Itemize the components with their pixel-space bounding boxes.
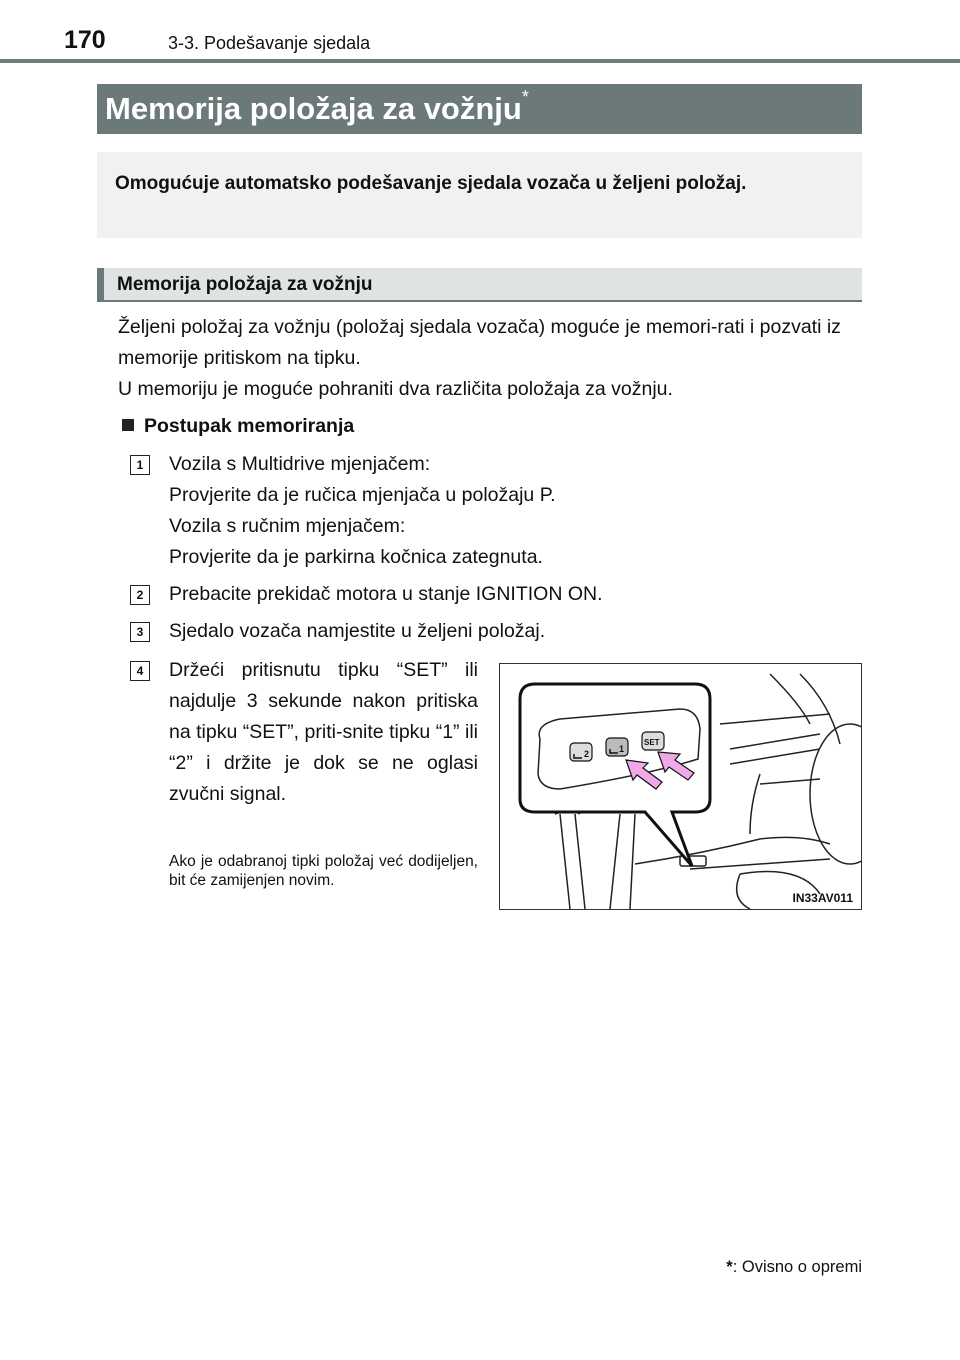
step-4-note: Ako je odabranoj tipki položaj već dodijeljen, bit će zamijenjen novim.: [169, 853, 478, 889]
step-line: Provjerite da je parkirna kočnica zategnuta.: [169, 546, 543, 568]
step-number: 2: [130, 585, 150, 605]
body-text: [118, 312, 863, 405]
step-number: 1: [130, 455, 150, 475]
page-title: [97, 84, 862, 134]
step-1: [169, 449, 869, 573]
footnote: [726, 1258, 862, 1277]
title-text: Memorija položaja za vožnju: [105, 91, 522, 126]
button-label: 1: [619, 744, 625, 754]
memory-switch-illustration: [499, 663, 862, 910]
step-3: Sjedalo vozača namjestite u željeni položaj.: [169, 620, 546, 642]
procedure-heading-text: Postupak memoriranja: [144, 415, 355, 437]
subheading: Memorija položaja za vožnju: [97, 268, 862, 302]
step-number: 3: [130, 622, 150, 642]
section-title: 3-3. Podešavanje sjedala: [168, 33, 371, 53]
procedure-heading: [122, 411, 354, 442]
paragraph: U memoriju je moguće pohraniti dva različita položaja za vožnju.: [118, 378, 673, 400]
figure-code: IN33AV011: [792, 891, 853, 905]
optional-equipment-marker: *: [521, 87, 529, 107]
button-label: 2: [584, 749, 590, 759]
button-label: SET: [644, 738, 660, 747]
step-line: Vozila s ručnim mjenjačem:: [169, 515, 406, 537]
step-4: Držeći pritisnutu tipku “SET” ili najdulje 3 sekunde nakon pritiska na tipku “SET”, priti-snite tipku “1” ili “2” i držite je dok se ne oglasi zvučni signal.: [169, 659, 478, 805]
paragraph: Željeni položaj za vožnju (položaj sjedala vozača) moguće je memori-rati i pozvati iz memorije pritiskom na tipku.: [118, 316, 841, 369]
footnote-text: : Ovisno o opremi: [732, 1258, 862, 1276]
header-divider: [0, 59, 960, 63]
page-number: 170: [64, 26, 106, 54]
step-line: Vozila s Multidrive mjenjačem:: [169, 453, 431, 475]
intro-box: Omogućuje automatsko podešavanje sjedala vozača u željeni položaj.: [97, 152, 862, 238]
illustration-drawing: [500, 664, 861, 909]
step-line: Provjerite da je ručica mjenjača u položaju P.: [169, 484, 556, 506]
footnote-marker: *: [726, 1258, 733, 1276]
step-number: 4: [130, 661, 150, 681]
bullet-square-icon: [122, 419, 134, 431]
step-2: Prebacite prekidač motora u stanje IGNITION ON.: [169, 583, 603, 605]
